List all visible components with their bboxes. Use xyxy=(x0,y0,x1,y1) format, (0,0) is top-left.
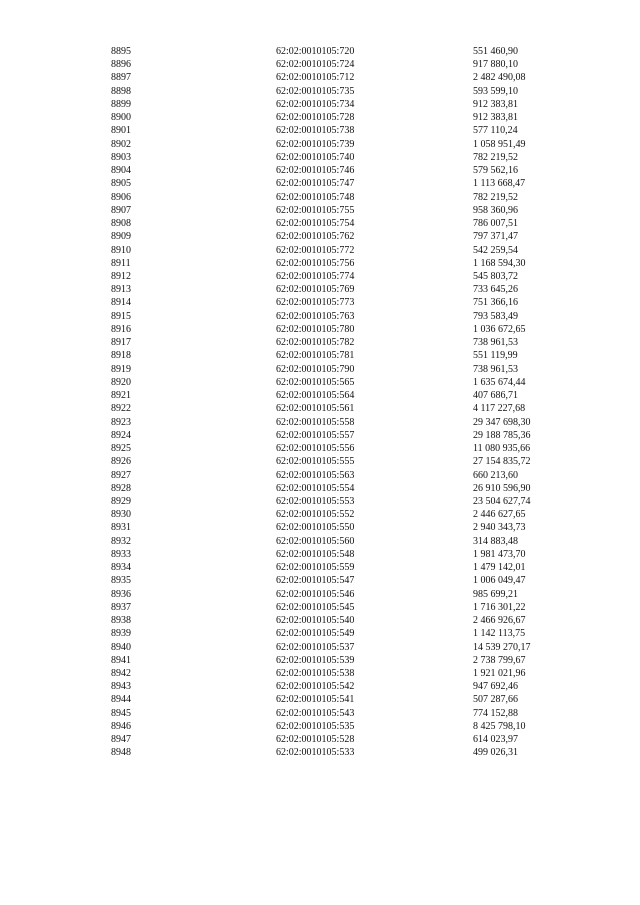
row-number: 8926 xyxy=(111,456,131,468)
table-row xyxy=(0,349,640,362)
cadastral-value: 660 213,60 xyxy=(473,469,518,481)
cadastral-value: 947 692,46 xyxy=(473,681,518,693)
table-row xyxy=(0,270,640,283)
cadastral-number: 62:02:0010105:557 xyxy=(276,429,355,441)
table-row xyxy=(0,574,640,587)
cadastral-number: 62:02:0010105:747 xyxy=(276,178,355,190)
cadastral-number: 62:02:0010105:545 xyxy=(276,601,355,613)
row-number: 8947 xyxy=(111,734,131,746)
cadastral-number: 62:02:0010105:559 xyxy=(276,562,355,574)
cadastral-value: 407 686,71 xyxy=(473,390,518,402)
cadastral-number: 62:02:0010105:712 xyxy=(276,72,355,84)
cadastral-value: 11 080 935,66 xyxy=(473,443,531,455)
cadastral-value: 1 036 672,65 xyxy=(473,323,526,335)
cadastral-value: 29 347 698,30 xyxy=(473,416,531,428)
cadastral-value: 29 188 785,36 xyxy=(473,429,531,441)
cadastral-value: 499 026,31 xyxy=(473,747,518,759)
cadastral-value: 27 154 835,72 xyxy=(473,456,531,468)
table-row xyxy=(0,535,640,548)
cadastral-number: 62:02:0010105:535 xyxy=(276,720,355,732)
table-row xyxy=(0,641,640,654)
table-row xyxy=(0,733,640,746)
cadastral-number: 62:02:0010105:540 xyxy=(276,615,355,627)
table-row xyxy=(0,204,640,217)
cadastral-number: 62:02:0010105:563 xyxy=(276,469,355,481)
cadastral-value: 2 482 490,08 xyxy=(473,72,526,84)
table-row xyxy=(0,508,640,521)
row-number: 8942 xyxy=(111,668,131,680)
row-number: 8943 xyxy=(111,681,131,693)
row-number: 8897 xyxy=(111,72,131,84)
cadastral-number: 62:02:0010105:755 xyxy=(276,204,355,216)
table-row xyxy=(0,442,640,455)
cadastral-value: 774 152,88 xyxy=(473,707,518,719)
row-number: 8913 xyxy=(111,284,131,296)
cadastral-number: 62:02:0010105:773 xyxy=(276,297,355,309)
cadastral-number: 62:02:0010105:554 xyxy=(276,482,355,494)
table-row xyxy=(0,416,640,429)
cadastral-value: 4 117 227,68 xyxy=(473,403,526,415)
cadastral-value: 551 119,99 xyxy=(473,350,518,362)
cadastral-number: 62:02:0010105:558 xyxy=(276,416,355,428)
cadastral-number: 62:02:0010105:756 xyxy=(276,257,355,269)
cadastral-value: 751 366,16 xyxy=(473,297,518,309)
table-row xyxy=(0,58,640,71)
table-row xyxy=(0,191,640,204)
cadastral-number: 62:02:0010105:546 xyxy=(276,588,355,600)
table-row xyxy=(0,244,640,257)
cadastral-value: 26 910 596,90 xyxy=(473,482,531,494)
table-row xyxy=(0,561,640,574)
cadastral-value: 2 940 343,73 xyxy=(473,522,526,534)
cadastral-value: 579 562,16 xyxy=(473,165,518,177)
table-row xyxy=(0,707,640,720)
cadastral-value: 577 110,24 xyxy=(473,125,518,137)
table-row xyxy=(0,455,640,468)
table-row xyxy=(0,177,640,190)
cadastral-number: 62:02:0010105:547 xyxy=(276,575,355,587)
table-row xyxy=(0,98,640,111)
cadastral-value: 507 287,66 xyxy=(473,694,518,706)
cadastral-value: 14 539 270,17 xyxy=(473,641,531,653)
table-row xyxy=(0,376,640,389)
cadastral-number: 62:02:0010105:781 xyxy=(276,350,355,362)
cadastral-value: 797 371,47 xyxy=(473,231,518,243)
cadastral-number: 62:02:0010105:564 xyxy=(276,390,355,402)
row-number: 8927 xyxy=(111,469,131,481)
row-number: 8905 xyxy=(111,178,131,190)
cadastral-number: 62:02:0010105:543 xyxy=(276,707,355,719)
cadastral-value: 958 360,96 xyxy=(473,204,518,216)
row-number: 8946 xyxy=(111,720,131,732)
row-number: 8941 xyxy=(111,654,131,666)
table-row xyxy=(0,654,640,667)
table-row xyxy=(0,336,640,349)
cadastral-value: 1 058 951,49 xyxy=(473,138,526,150)
cadastral-number: 62:02:0010105:542 xyxy=(276,681,355,693)
cadastral-number: 62:02:0010105:739 xyxy=(276,138,355,150)
cadastral-number: 62:02:0010105:541 xyxy=(276,694,355,706)
table-row xyxy=(0,71,640,84)
cadastral-number: 62:02:0010105:565 xyxy=(276,376,355,388)
row-number: 8933 xyxy=(111,548,131,560)
row-number: 8931 xyxy=(111,522,131,534)
cadastral-value: 23 504 627,74 xyxy=(473,495,531,507)
row-number: 8896 xyxy=(111,59,131,71)
table-row xyxy=(0,588,640,601)
cadastral-value: 614 023,97 xyxy=(473,734,518,746)
cadastral-number: 62:02:0010105:774 xyxy=(276,270,355,282)
row-number: 8938 xyxy=(111,615,131,627)
cadastral-value: 1 635 674,44 xyxy=(473,376,526,388)
table-row xyxy=(0,283,640,296)
table-row xyxy=(0,138,640,151)
cadastral-number: 62:02:0010105:552 xyxy=(276,509,355,521)
row-number: 8901 xyxy=(111,125,131,137)
cadastral-number: 62:02:0010105:762 xyxy=(276,231,355,243)
cadastral-number: 62:02:0010105:556 xyxy=(276,443,355,455)
row-number: 8914 xyxy=(111,297,131,309)
table-row xyxy=(0,389,640,402)
row-number: 8904 xyxy=(111,165,131,177)
cadastral-value: 551 460,90 xyxy=(473,46,518,57)
table-row xyxy=(0,720,640,733)
cadastral-value: 782 219,52 xyxy=(473,191,518,203)
row-number: 8906 xyxy=(111,191,131,203)
row-number: 8912 xyxy=(111,270,131,282)
cadastral-number: 62:02:0010105:738 xyxy=(276,125,355,137)
cadastral-value: 786 007,51 xyxy=(473,218,518,230)
cadastral-value: 1 142 113,75 xyxy=(473,628,526,640)
row-number: 8920 xyxy=(111,376,131,388)
cadastral-value: 1 479 142,01 xyxy=(473,562,526,574)
table-row xyxy=(0,746,640,759)
cadastral-number: 62:02:0010105:548 xyxy=(276,548,355,560)
cadastral-number: 62:02:0010105:740 xyxy=(276,151,355,163)
cadastral-number: 62:02:0010105:720 xyxy=(276,46,355,57)
table-row xyxy=(0,680,640,693)
row-number: 8915 xyxy=(111,310,131,322)
table-row xyxy=(0,548,640,561)
row-number: 8909 xyxy=(111,231,131,243)
cadastral-number: 62:02:0010105:728 xyxy=(276,112,355,124)
row-number: 8932 xyxy=(111,535,131,547)
cadastral-value: 1 921 021,96 xyxy=(473,668,526,680)
cadastral-number: 62:02:0010105:746 xyxy=(276,165,355,177)
cadastral-value: 793 583,49 xyxy=(473,310,518,322)
row-number: 8908 xyxy=(111,218,131,230)
row-number: 8928 xyxy=(111,482,131,494)
cadastral-number: 62:02:0010105:555 xyxy=(276,456,355,468)
cadastral-value: 2 446 627,65 xyxy=(473,509,526,521)
table-row xyxy=(0,627,640,640)
cadastral-value: 8 425 798,10 xyxy=(473,720,526,732)
cadastral-value: 1 716 301,22 xyxy=(473,601,526,613)
table-row xyxy=(0,323,640,336)
table-row xyxy=(0,521,640,534)
row-number: 8899 xyxy=(111,98,131,110)
cadastral-value: 782 219,52 xyxy=(473,151,518,163)
cadastral-number: 62:02:0010105:537 xyxy=(276,641,355,653)
row-number: 8903 xyxy=(111,151,131,163)
table-row xyxy=(0,601,640,614)
table-row xyxy=(0,310,640,323)
row-number: 8937 xyxy=(111,601,131,613)
table-row xyxy=(0,257,640,270)
cadastral-value: 1 981 473,70 xyxy=(473,548,526,560)
row-number: 8930 xyxy=(111,509,131,521)
table-row xyxy=(0,495,640,508)
table-row xyxy=(0,482,640,495)
table-row xyxy=(0,667,640,680)
row-number: 8940 xyxy=(111,641,131,653)
row-number: 8923 xyxy=(111,416,131,428)
cadastral-number: 62:02:0010105:528 xyxy=(276,734,355,746)
table-row xyxy=(0,124,640,137)
table-row xyxy=(0,402,640,415)
table-row xyxy=(0,296,640,309)
table-row xyxy=(0,429,640,442)
cadastral-number: 62:02:0010105:549 xyxy=(276,628,355,640)
row-number: 8895 xyxy=(111,46,131,57)
cadastral-number: 62:02:0010105:553 xyxy=(276,495,355,507)
row-number: 8911 xyxy=(111,257,131,269)
row-number: 8907 xyxy=(111,204,131,216)
cadastral-number: 62:02:0010105:790 xyxy=(276,363,355,375)
cadastral-number: 62:02:0010105:561 xyxy=(276,403,355,415)
table-row xyxy=(0,363,640,376)
cadastral-number: 62:02:0010105:538 xyxy=(276,668,355,680)
cadastral-number: 62:02:0010105:734 xyxy=(276,98,355,110)
row-number: 8900 xyxy=(111,112,131,124)
row-number: 8936 xyxy=(111,588,131,600)
table-row xyxy=(0,45,640,58)
row-number: 8934 xyxy=(111,562,131,574)
row-number: 8917 xyxy=(111,337,131,349)
cadastral-number: 62:02:0010105:772 xyxy=(276,244,355,256)
data-table xyxy=(0,45,640,760)
table-row xyxy=(0,111,640,124)
cadastral-number: 62:02:0010105:735 xyxy=(276,85,355,97)
cadastral-value: 738 961,53 xyxy=(473,337,518,349)
cadastral-number: 62:02:0010105:550 xyxy=(276,522,355,534)
row-number: 8944 xyxy=(111,694,131,706)
row-number: 8919 xyxy=(111,363,131,375)
cadastral-value: 733 645,26 xyxy=(473,284,518,296)
table-row xyxy=(0,469,640,482)
cadastral-number: 62:02:0010105:754 xyxy=(276,218,355,230)
row-number: 8898 xyxy=(111,85,131,97)
row-number: 8910 xyxy=(111,244,131,256)
table-row xyxy=(0,693,640,706)
row-number: 8921 xyxy=(111,390,131,402)
cadastral-value: 912 383,81 xyxy=(473,112,518,124)
row-number: 8945 xyxy=(111,707,131,719)
table-row xyxy=(0,164,640,177)
cadastral-number: 62:02:0010105:533 xyxy=(276,747,355,759)
table-row xyxy=(0,85,640,98)
cadastral-value: 917 880,10 xyxy=(473,59,518,71)
cadastral-value: 2 466 926,67 xyxy=(473,615,526,627)
cadastral-value: 1 113 668,47 xyxy=(473,178,526,190)
row-number: 8925 xyxy=(111,443,131,455)
cadastral-value: 985 699,21 xyxy=(473,588,518,600)
cadastral-number: 62:02:0010105:539 xyxy=(276,654,355,666)
cadastral-value: 1 168 594,30 xyxy=(473,257,526,269)
cadastral-number: 62:02:0010105:724 xyxy=(276,59,355,71)
row-number: 8902 xyxy=(111,138,131,150)
cadastral-number: 62:02:0010105:560 xyxy=(276,535,355,547)
row-number: 8948 xyxy=(111,747,131,759)
row-number: 8922 xyxy=(111,403,131,415)
cadastral-number: 62:02:0010105:782 xyxy=(276,337,355,349)
row-number: 8929 xyxy=(111,495,131,507)
row-number: 8924 xyxy=(111,429,131,441)
row-number: 8939 xyxy=(111,628,131,640)
table-row xyxy=(0,614,640,627)
cadastral-value: 1 006 049,47 xyxy=(473,575,526,587)
cadastral-value: 912 383,81 xyxy=(473,98,518,110)
row-number: 8916 xyxy=(111,323,131,335)
cadastral-value: 738 961,53 xyxy=(473,363,518,375)
table-row xyxy=(0,151,640,164)
table-row xyxy=(0,230,640,243)
cadastral-value: 314 883,48 xyxy=(473,535,518,547)
cadastral-value: 593 599,10 xyxy=(473,85,518,97)
cadastral-number: 62:02:0010105:780 xyxy=(276,323,355,335)
cadastral-value: 2 738 799,67 xyxy=(473,654,526,666)
cadastral-value: 545 803,72 xyxy=(473,270,518,282)
row-number: 8918 xyxy=(111,350,131,362)
cadastral-value: 542 259,54 xyxy=(473,244,518,256)
cadastral-number: 62:02:0010105:769 xyxy=(276,284,355,296)
table-row xyxy=(0,217,640,230)
cadastral-number: 62:02:0010105:748 xyxy=(276,191,355,203)
cadastral-number: 62:02:0010105:763 xyxy=(276,310,355,322)
row-number: 8935 xyxy=(111,575,131,587)
